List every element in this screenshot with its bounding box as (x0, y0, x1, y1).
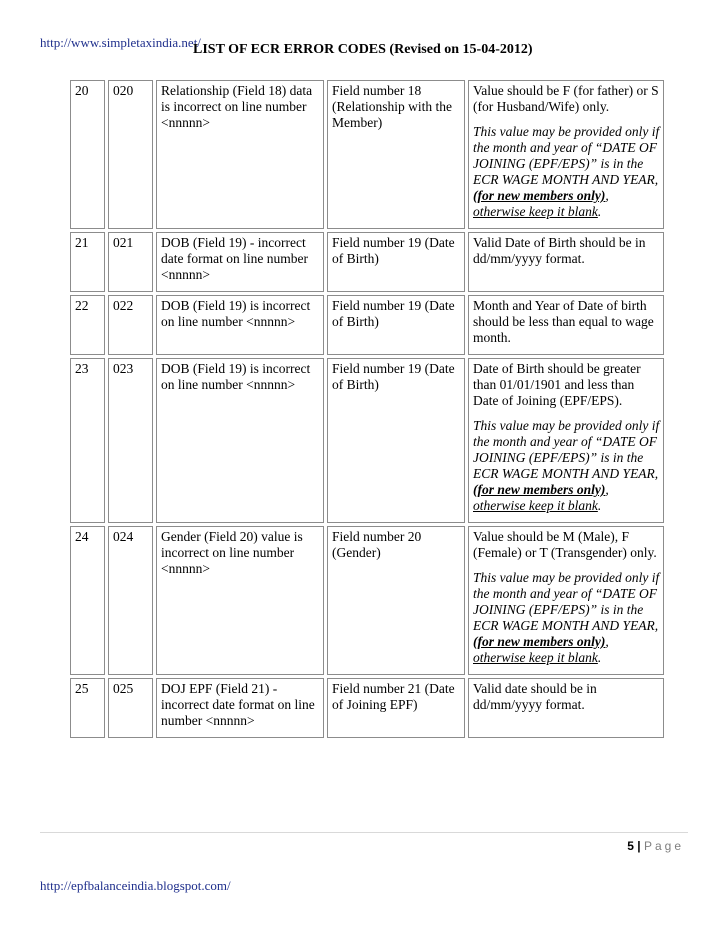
note-period: . (597, 204, 602, 219)
note-emphasis: (for new members only) (473, 482, 606, 497)
field-cell: Field number 18 (Relationship with the Member) (327, 80, 465, 229)
page-number-footer (627, 839, 684, 853)
page-label: Page (643, 839, 684, 853)
page-separator: | (637, 839, 641, 853)
note-separator: , (605, 634, 609, 649)
table-row (70, 358, 664, 523)
error-code-cell: 021 (108, 232, 153, 292)
validation-text: Month and Year of Date of birth should be less than equal to wage month. (473, 298, 654, 345)
note-blank-instruction: otherwise keep it blank (473, 650, 598, 665)
footer-url-link[interactable]: http://epfbalanceindia.blogspot.com/ (40, 878, 231, 893)
table-row (70, 295, 664, 355)
note-emphasis: (for new members only) (473, 188, 606, 203)
new-member-note (473, 124, 660, 220)
new-member-note (473, 418, 660, 514)
serial-number-cell: 22 (70, 295, 105, 355)
serial-number-cell: 25 (70, 678, 105, 738)
validation-text: Valid date should be in dd/mm/yyyy format. (473, 681, 597, 712)
header-url-link[interactable]: http://www.simpletaxindia.net/ (40, 35, 201, 50)
serial-number-cell: 21 (70, 232, 105, 292)
note-separator: , (605, 482, 609, 497)
note-text: This value may be provided only if the month and year of “DATE OF JOINING (EPF/EPS)” is in the ECR WAGE MONTH AND YEAR, (473, 124, 660, 187)
table-row (70, 80, 664, 229)
error-code-cell: 023 (108, 358, 153, 523)
validation-cell (468, 358, 664, 523)
error-code-cell: 020 (108, 80, 153, 229)
validation-cell (468, 80, 664, 229)
note-text: This value may be provided only if the month and year of “DATE OF JOINING (EPF/EPS)” is in the ECR WAGE MONTH AND YEAR, (473, 418, 660, 481)
validation-text: Value should be M (Male), F (Female) or T (Transgender) only. (473, 529, 657, 560)
error-code-cell: 024 (108, 526, 153, 675)
validation-text: Value should be F (for father) or S (for Husband/Wife) only. (473, 83, 659, 114)
validation-text: Valid Date of Birth should be in dd/mm/yyyy format. (473, 235, 646, 266)
error-message-cell: DOJ EPF (Field 21) - incorrect date format on line number <nnnnn> (156, 678, 324, 738)
table-row (70, 526, 664, 675)
error-message-cell: DOB (Field 19) - incorrect date format on line number <nnnnn> (156, 232, 324, 292)
note-period: . (597, 650, 602, 665)
page-number: 5 (627, 839, 634, 853)
field-cell: Field number 19 (Date of Birth) (327, 295, 465, 355)
validation-text: Date of Birth should be greater than 01/01/1901 and less than Date of Joining (EPF/EPS). (473, 361, 641, 408)
error-message-cell: DOB (Field 19) is incorrect on line number <nnnnn> (156, 295, 324, 355)
validation-cell (468, 526, 664, 675)
new-member-note (473, 570, 660, 666)
footer-divider (40, 832, 688, 833)
serial-number-cell: 23 (70, 358, 105, 523)
note-separator: , (605, 188, 609, 203)
table-row (70, 678, 664, 738)
note-blank-instruction: otherwise keep it blank (473, 498, 598, 513)
note-emphasis: (for new members only) (473, 634, 606, 649)
validation-cell (468, 232, 664, 292)
serial-number-cell: 24 (70, 526, 105, 675)
serial-number-cell: 20 (70, 80, 105, 229)
note-blank-instruction: otherwise keep it blank (473, 204, 598, 219)
error-code-cell: 025 (108, 678, 153, 738)
error-message-cell: DOB (Field 19) is incorrect on line number <nnnnn> (156, 358, 324, 523)
table-row (70, 232, 664, 292)
note-period: . (597, 498, 602, 513)
note-text: This value may be provided only if the month and year of “DATE OF JOINING (EPF/EPS)” is in the ECR WAGE MONTH AND YEAR, (473, 570, 660, 633)
ecr-error-codes-table (67, 77, 667, 741)
error-code-cell: 022 (108, 295, 153, 355)
field-cell: Field number 20 (Gender) (327, 526, 465, 675)
field-cell: Field number 19 (Date of Birth) (327, 232, 465, 292)
field-cell: Field number 21 (Date of Joining EPF) (327, 678, 465, 738)
validation-cell (468, 678, 664, 738)
error-message-cell: Gender (Field 20) value is incorrect on line number <nnnnn> (156, 526, 324, 675)
error-message-cell: Relationship (Field 18) data is incorrect on line number <nnnnn> (156, 80, 324, 229)
validation-cell (468, 295, 664, 355)
document-title: LIST OF ECR ERROR CODES (Revised on 15-04-2012) (193, 42, 533, 57)
field-cell: Field number 19 (Date of Birth) (327, 358, 465, 523)
